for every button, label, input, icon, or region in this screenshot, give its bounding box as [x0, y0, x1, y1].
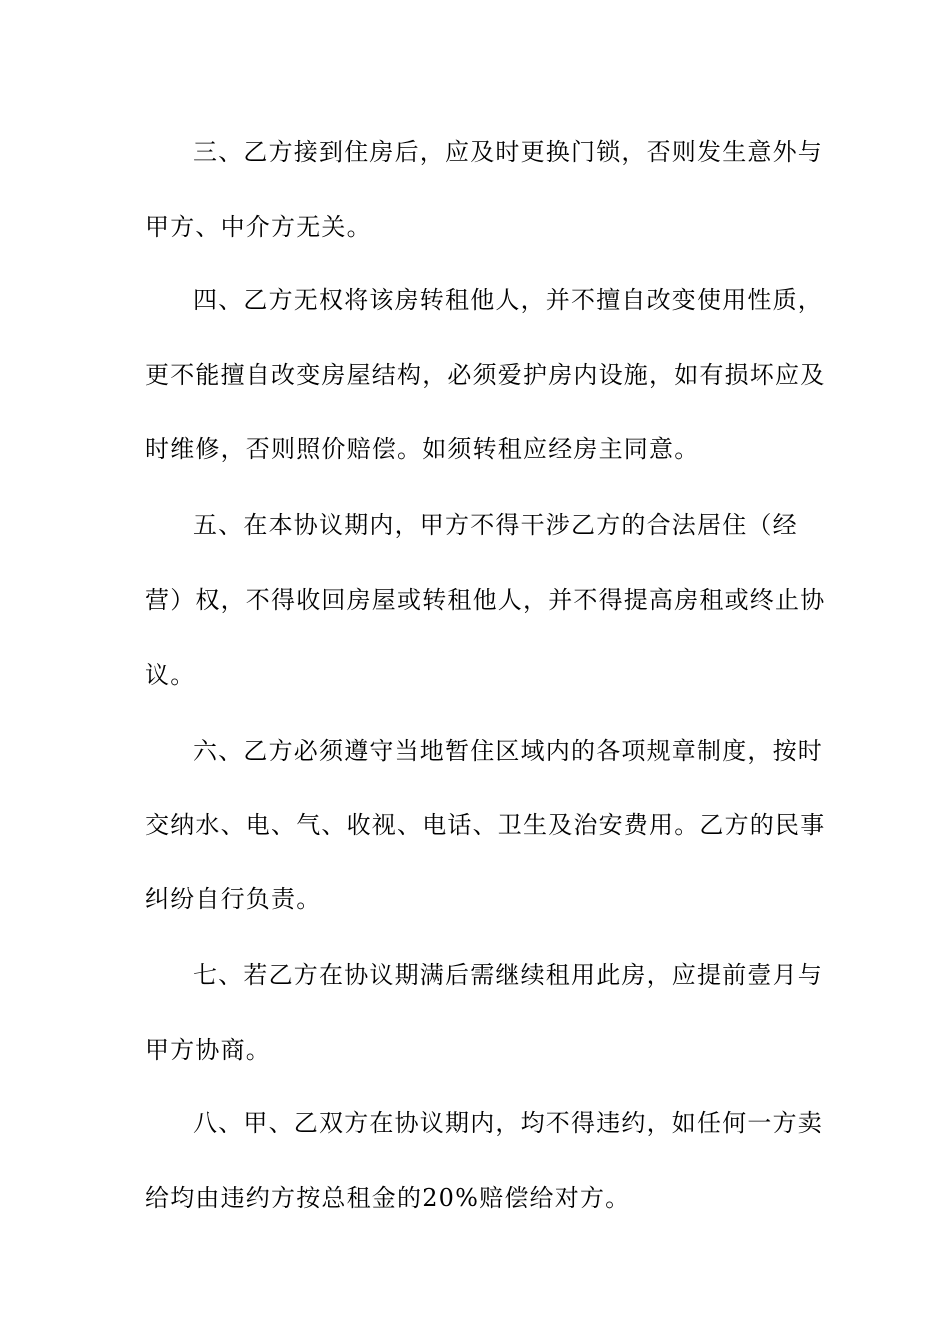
- clause-5-line-1: 五、在本协议期内，甲方不得干涉乙方的合法居住（经: [193, 511, 798, 539]
- clause-3-line-1: 三、乙方接到住房后，应及时更换门锁，否则发生意外与: [193, 138, 823, 166]
- clause-4-line-3: 时维修，否则照价赔偿。如须转租应经房主同意。: [145, 435, 700, 463]
- clause-6-line-2: 交纳水、电、气、收视、电话、卫生及治安费用。乙方的民事: [145, 811, 826, 839]
- clause-6-line-3: 纠纷自行负责。: [145, 885, 322, 913]
- clause-6-line-1: 六、乙方必须遵守当地暂住区域内的各项规章制度，按时: [193, 737, 823, 765]
- clause-5-line-2: 营）权，不得收回房屋或转租他人，并不得提高房租或终止协: [145, 586, 826, 614]
- clause-7-line-2: 甲方协商。: [145, 1036, 271, 1064]
- clause-5-line-3: 议。: [145, 661, 196, 689]
- clause-7-line-1: 七、若乙方在协议期满后需继续租用此房，应提前壹月与: [193, 961, 823, 989]
- clause-8-line-2: 给均由违约方按总租金的20%赔偿给对方。: [145, 1184, 631, 1212]
- clause-3-line-2: 甲方、中介方无关。: [145, 213, 372, 241]
- clause-8-line-1: 八、甲、乙双方在协议期内，均不得违约，如任何一方卖: [193, 1109, 823, 1137]
- clause-4-line-1: 四、乙方无权将该房转租他人，并不擅自改变使用性质，: [193, 286, 823, 314]
- clause-4-line-2: 更不能擅自改变房屋结构，必须爱护房内设施，如有损坏应及: [145, 361, 826, 389]
